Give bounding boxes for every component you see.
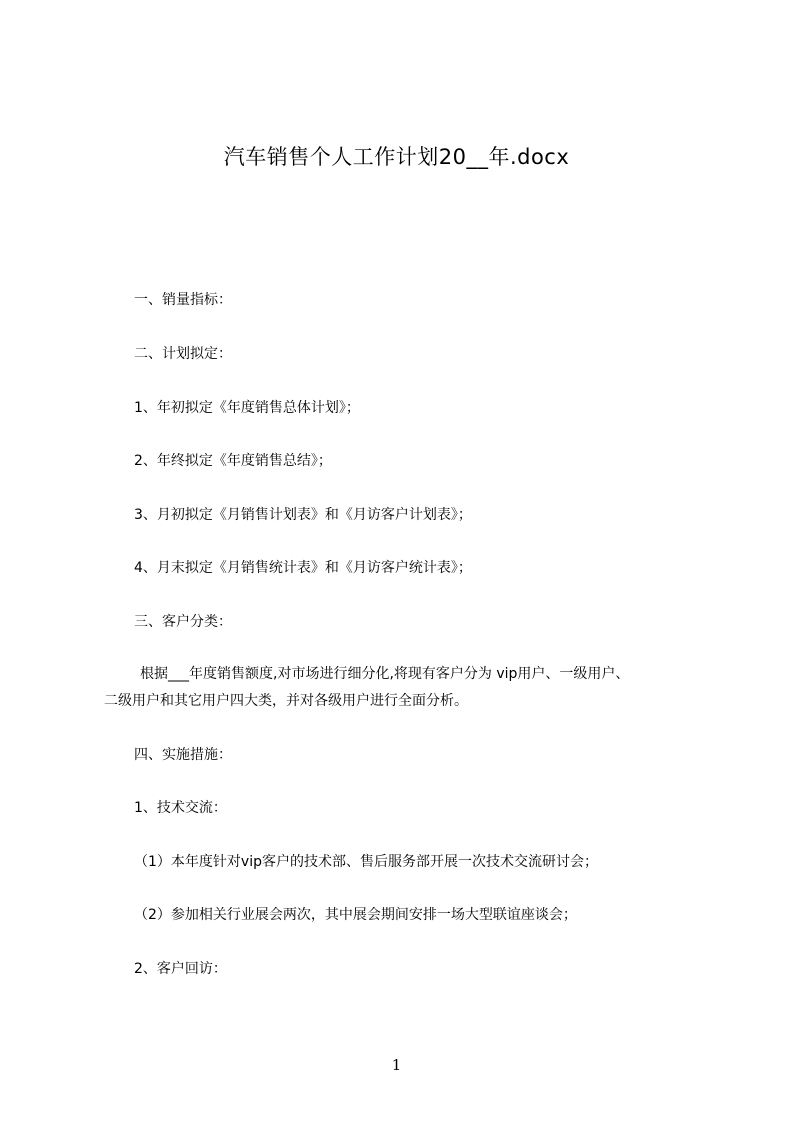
plan-item-2: 2、年终拟定《年度销售总结》； (134, 453, 332, 469)
paragraph-line-2: 二级用户和其它用户四大类，并对各级用户进行全面分析。 (104, 693, 468, 709)
section-heading-customer-classification: 三、客户分类： (134, 614, 232, 630)
plan-item-3: 3、月初拟定《月销售计划表》和《月访客户计划表》； (134, 507, 472, 523)
paragraph-line-1: 根据___年度销售额度,对市场进行细分化,将现有客户分为 vip用户、一级用户、 (140, 666, 630, 682)
section-heading-sales-target: 一、销量指标： (134, 292, 232, 308)
measure-subitem-1: （1）本年度针对vip客户的技术部、售后服务部开展一次技术交流研讨会； (134, 854, 598, 870)
measure-subitem-2: （2）参加相关行业展会两次，其中展会期间安排一场大型联谊座谈会； (134, 907, 577, 923)
section-heading-plan: 二、计划拟定： (134, 346, 232, 362)
plan-item-1: 1、年初拟定《年度销售总体计划》； (134, 400, 360, 416)
measure-item-tech-exchange: 1、技术交流： (134, 800, 227, 816)
document-title: 汽车销售个人工作计划20__年.docx (223, 145, 570, 169)
plan-item-4: 4、月末拟定《月销售统计表》和《月访客户统计表》； (134, 560, 472, 576)
page-number: 1 (391, 1056, 402, 1074)
measure-item-customer-revisit: 2、客户回访： (134, 961, 227, 977)
section-heading-measures: 四、实施措施： (134, 747, 232, 763)
